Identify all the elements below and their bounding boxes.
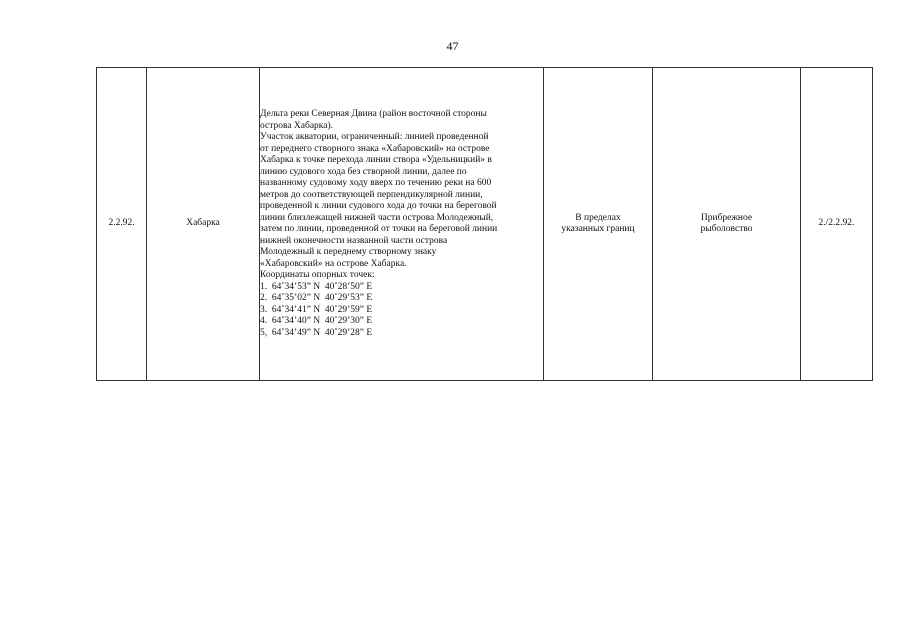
boundaries-line: указанных границ: [561, 224, 635, 234]
description-line: от переднего створного знака «Хабаровский» на острове: [260, 143, 490, 154]
table-row: [97, 68, 873, 381]
usage-line: рыболовство: [700, 224, 753, 234]
description-line: затем по линии, проведенной от точки на береговой линии: [260, 224, 498, 234]
description-line: острова Хабарка).: [260, 120, 334, 131]
boundaries-line: В пределах: [575, 212, 621, 223]
description-line: нижней оконечности названной части острова: [260, 235, 448, 246]
area-name-cell: Хабарка: [147, 68, 260, 381]
coordinate-point: 5, 64˚34’49” N 40˚29’28” E: [260, 327, 373, 338]
description-line: метров до соответствующей перпендикулярной линии,: [260, 189, 483, 200]
description-line: проведенной к линии судового хода до точки на береговой: [260, 201, 497, 211]
description-line: линии близлежащей нижней части острова Молодежный,: [260, 212, 494, 223]
row-id-cell: 2.2.92.: [97, 68, 147, 381]
description-line: Хабарка к точке перехода линии створа «Удельницкий» в: [260, 155, 492, 165]
description-line: названному судовому ходу вверх по течению реки на 600: [260, 178, 492, 188]
fishing-area-table: [96, 67, 873, 381]
description-line: Молодежный к переднему створному знаку: [260, 247, 437, 257]
description-line: Дельта реки Северная Двина (район восточной стороны: [260, 109, 487, 119]
usage-line: Прибрежное: [700, 212, 753, 223]
boundaries-cell: [544, 68, 653, 381]
coordinate-point: 1. 64˚34’53” N 40˚28’50” E: [260, 281, 373, 292]
reference-cell: 2./2.2.92.: [801, 68, 873, 381]
coordinate-point: 2. 64˚35’02” N 40˚29’53” E: [260, 293, 373, 303]
usage-type-cell: [653, 68, 801, 381]
coordinates-heading: Координаты опорных точек:: [260, 270, 375, 280]
description-line: «Хабаровский» на острове Хабарка.: [260, 258, 407, 269]
description-line: Участок акватории, ограниченный: линией проведенной: [260, 132, 489, 142]
description-line: линию судового хода без створной линии, далее по: [260, 166, 467, 177]
area-description-cell: [260, 68, 544, 381]
coordinate-point: 4. 64˚34’40” N 40˚29’30” E: [260, 316, 373, 326]
page-number: 47: [446, 39, 459, 53]
coordinate-point: 3. 64˚34’41” N 40˚29’59” E: [260, 304, 373, 315]
